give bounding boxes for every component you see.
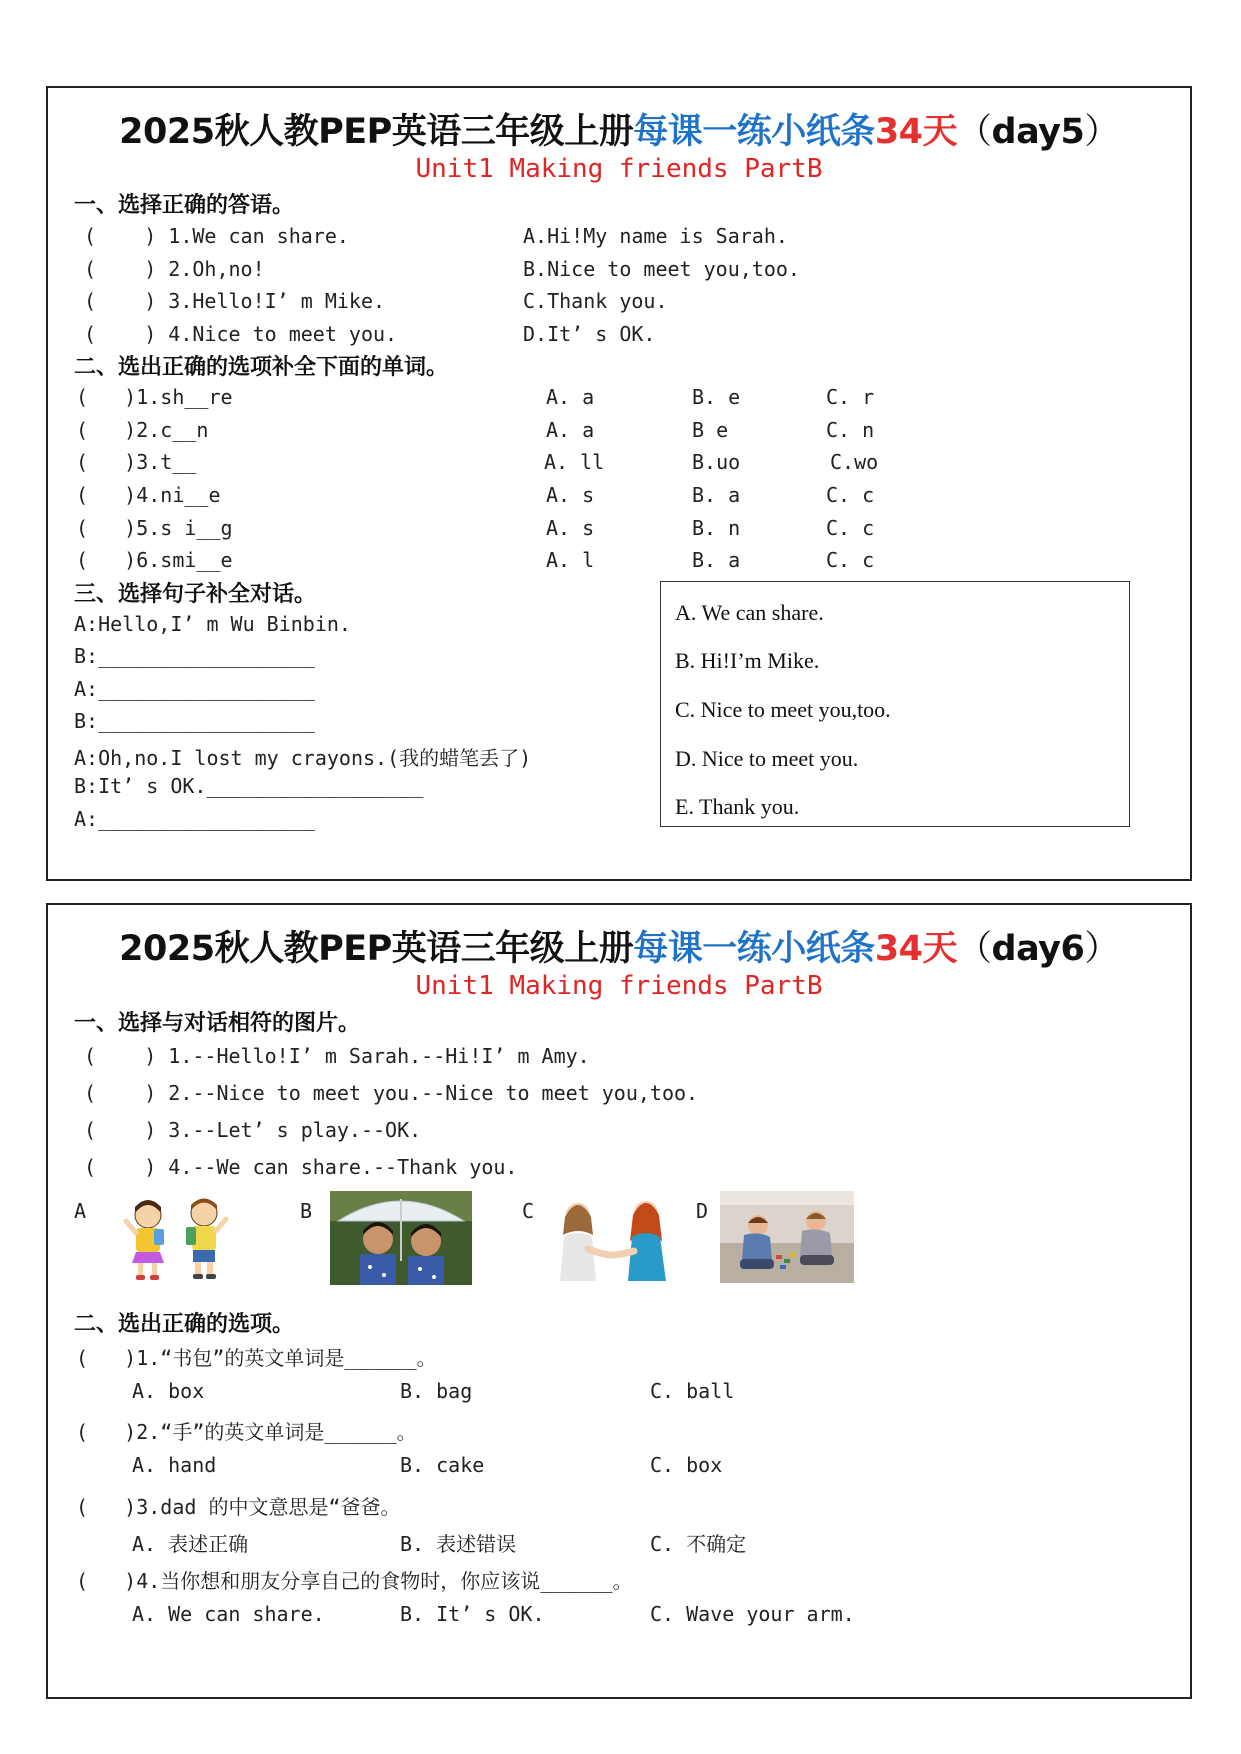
choice-c: C. c (826, 516, 875, 540)
sentence-option: A. We can share. (675, 600, 824, 625)
two-boys-playing-on-floor-icon (720, 1191, 854, 1283)
choice-c: C. 不确定 (650, 1532, 747, 1556)
title-paren-close: ） (1084, 929, 1119, 969)
section-heading: 三、选择句子补全对话。 (74, 582, 317, 607)
picture-label: D (696, 1199, 709, 1223)
dialogue-line: A:Hello,I’ m Wu Binbin. (74, 612, 351, 636)
title-part-black: 2025秋人教PEP英语三年级上册 (119, 112, 634, 152)
question-item: ( )2.c__n (76, 418, 209, 442)
choice-b: B. It’ s OK. (400, 1602, 545, 1626)
two-girls-sharing-umbrella-icon (330, 1191, 472, 1285)
question-item: ( ) 1.We can share. (84, 224, 349, 248)
choice-a: A. We can share. (132, 1602, 325, 1626)
question-item: ( )4.ni__e (76, 483, 221, 507)
dialogue-line: A:Oh,no.I lost my crayons.(我的蜡笔丢了) (74, 746, 532, 770)
section-heading: 二、选出正确的选项补全下面的单词。 (74, 355, 449, 380)
dialogue-blank[interactable]: B:__________________ (74, 644, 315, 668)
question-item: ( ) 3.Hello!I’ m Mike. (84, 289, 386, 313)
title-paren-open: （ (957, 112, 992, 152)
section-heading: 一、选择正确的答语。 (74, 193, 295, 218)
two-cartoon-kids-waving-icon (120, 1195, 232, 1281)
choice-b: B. a (692, 548, 741, 572)
choice-a: A. 表述正确 (132, 1532, 249, 1556)
dialogue-blank[interactable]: B:It’ s OK.__________________ (74, 774, 424, 798)
choice-b: B. cake (400, 1453, 485, 1477)
choice-b: B. n (692, 516, 741, 540)
title-paren-close: ） (1084, 112, 1119, 152)
dialogue-blank[interactable]: B:__________________ (74, 709, 315, 733)
choice-a: A. s (546, 516, 595, 540)
sentence-option: C. Nice to meet you,too. (675, 697, 891, 722)
choice-c: C. Wave your arm. (650, 1602, 855, 1626)
worksheet-subtitle: Unit1 Making friends PartB (415, 154, 823, 184)
section-heading: 一、选择与对话相符的图片。 (74, 1011, 361, 1036)
worksheet-day6 (46, 903, 1192, 1699)
choice-c: C.wo (830, 450, 879, 474)
question-item: ( ) 1.--Hello!I’ m Sarah.--Hi!I’ m Amy. (84, 1044, 590, 1068)
worksheet-day5 (46, 86, 1192, 881)
title-part-blue: 每课一练小纸条 (633, 112, 875, 152)
worksheet-title (48, 104, 1190, 154)
choice-b: B. 表述错误 (400, 1532, 517, 1556)
question-item: ( ) 4.Nice to meet you. (84, 322, 398, 346)
title-day: day6 (991, 929, 1085, 969)
section-heading: 二、选出正确的选项。 (74, 1312, 295, 1337)
choice-b: B.uo (692, 450, 741, 474)
choice-a: A. a (546, 418, 595, 442)
question-item: ( )6.smi__e (76, 548, 233, 572)
answer-option: C.Thank you. (523, 289, 668, 313)
choice-a: A. hand (132, 1453, 217, 1477)
choice-c: C. n (826, 418, 875, 442)
choice-c: C. ball (650, 1379, 735, 1403)
sentence-option: B. Hi!I’m Mike. (675, 648, 820, 673)
question-item: ( ) 3.--Let’ s play.--OK. (84, 1118, 422, 1142)
sentence-option: E. Thank you. (675, 794, 800, 819)
title-day: day5 (991, 112, 1085, 152)
title-part-red: 34天 (874, 112, 958, 152)
question-item: ( )1.“书包”的英文单词是______。 (76, 1346, 437, 1370)
worksheet-title (48, 921, 1190, 971)
choice-a: A. box (132, 1379, 205, 1403)
picture-label: C (522, 1199, 535, 1223)
choice-c: C. c (826, 483, 875, 507)
dialogue-blank[interactable]: A:__________________ (74, 807, 315, 831)
picture-label: B (300, 1199, 313, 1223)
picture-label: A (74, 1199, 87, 1223)
question-item: ( ) 2.Oh,no! (84, 257, 265, 281)
answer-option: D.It’ s OK. (523, 322, 656, 346)
two-women-shaking-hands-icon (548, 1197, 678, 1281)
sentence-options-box (660, 581, 1130, 827)
question-item: ( )5.s i__g (76, 516, 233, 540)
question-item: ( ) 2.--Nice to meet you.--Nice to meet you,too. (84, 1081, 699, 1105)
title-part-blue: 每课一练小纸条 (633, 929, 875, 969)
sentence-option: D. Nice to meet you. (675, 746, 859, 771)
choice-a: A. ll (544, 450, 605, 474)
choice-c: C. c (826, 548, 875, 572)
dialogue-blank[interactable]: A:__________________ (74, 677, 315, 701)
question-item: ( )1.sh__re (76, 385, 233, 409)
question-item: ( )3.dad 的中文意思是“爸爸。 (76, 1495, 401, 1519)
choice-a: A. s (546, 483, 595, 507)
title-part-black: 2025秋人教PEP英语三年级上册 (119, 929, 634, 969)
question-item: ( )2.“手”的英文单词是______。 (76, 1420, 417, 1444)
answer-option: A.Hi!My name is Sarah. (523, 224, 788, 248)
question-item: ( ) 4.--We can share.--Thank you. (84, 1155, 518, 1179)
choice-a: A. a (546, 385, 595, 409)
choice-c: C. r (826, 385, 875, 409)
choice-a: A. l (546, 548, 595, 572)
answer-option: B.Nice to meet you,too. (523, 257, 800, 281)
question-item: ( )3.t__ (76, 450, 197, 474)
choice-c: C. box (650, 1453, 723, 1477)
title-part-red: 34天 (874, 929, 958, 969)
worksheet-subtitle: Unit1 Making friends PartB (415, 971, 823, 1001)
question-item: ( )4.当你想和朋友分享自己的食物时，你应该说______。 (76, 1569, 633, 1593)
choice-b: B e (692, 418, 729, 442)
title-paren-open: （ (957, 929, 992, 969)
choice-b: B. a (692, 483, 741, 507)
choice-b: B. e (692, 385, 741, 409)
choice-b: B. bag (400, 1379, 473, 1403)
